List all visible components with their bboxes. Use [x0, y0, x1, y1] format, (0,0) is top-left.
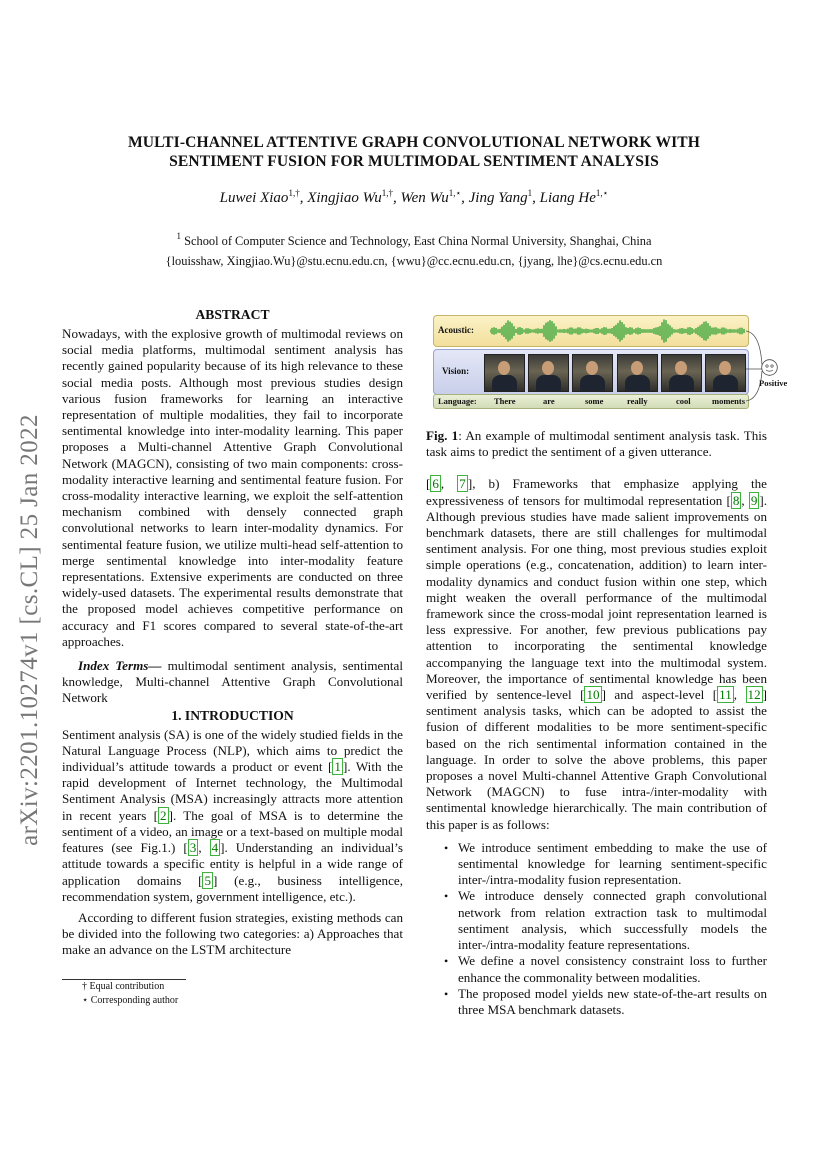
citation-link[interactable]: 12	[747, 687, 761, 703]
video-frame	[661, 354, 702, 392]
figure-caption-label: Fig. 1	[426, 428, 459, 443]
contribution-list	[426, 840, 767, 1018]
author-emails: {louisshaw, Xingjiao.Wu}@stu.ecnu.edu.cn, {wwu}@cc.ecnu.edu.cn, {jyang, lhe}@cs.ecnu.edu.cn	[165, 254, 663, 268]
figure-1	[433, 315, 788, 409]
language-label: Language:	[438, 396, 477, 406]
intro-paragraph-1: Sentiment analysis (SA) is one of the widely studied fields in the Natural Language Process (NLP), which aims to predict the individual’s attitude towards a product or event [ 1 ]. With the rapid development of Internet technology, the Multimodal Sentiment Analysis (MSA) increasingly attracts more attention in recent years [ 2 ]. The goal of MSA is to determine the sentiment of a video, an image or a text-based on multiple modal features (see Fig.1.) [ 3 , 4 ]. Understanding an individual’s attitude towards a specific entity is helpful in a wide range of application domains [ 5 ] (e.g., business intelligence, recommendation system, government intelligence, etc.).	[62, 726, 404, 904]
vision-label: Vision:	[442, 366, 470, 376]
language-word: really	[627, 396, 648, 406]
author-list	[60, 190, 768, 207]
author: Luwei Xiao$^{1,\dagger}$,	[219, 188, 308, 206]
citation-link[interactable]: 6	[432, 476, 439, 492]
footnote-divider	[62, 979, 186, 980]
author: Jing Yang$^1$,	[468, 188, 540, 206]
citation-link[interactable]: 10	[586, 687, 600, 703]
sentiment-output-label: Positive	[759, 378, 788, 388]
acoustic-label: Acoustic:	[438, 325, 474, 335]
language-word: There	[494, 396, 516, 406]
abstract-heading: ABSTRACT	[195, 307, 270, 322]
list-item: • The proposed model yields new state-of-the-art results on three MSA benchmark datasets.	[458, 986, 767, 1018]
list-item: • We introduce densely connected graph convolutional network from relation extraction task to multimodal sentiment analysis, which successfully models the inter-/intra-modality feature representations.	[458, 888, 767, 953]
language-row	[433, 394, 749, 409]
audio-waveform	[490, 318, 746, 344]
paper-title-line-2: SENTIMENT FUSION FOR MULTIMODAL SENTIMENT ANALYSIS	[169, 153, 659, 170]
intro-heading: 1. INTRODUCTION	[171, 707, 294, 723]
left-column	[62, 307, 403, 959]
footnote-corresponding-author: ⋆ Corresponding author	[82, 995, 179, 1006]
index-terms-label: Index Terms—	[78, 658, 162, 674]
citation-link[interactable]: 3	[189, 840, 197, 856]
language-word: moments	[712, 396, 746, 406]
citation-link[interactable]: 1	[334, 759, 341, 775]
intro-paragraph-2: According to different fusion strategies, existing methods can be divided into the following two categories: a) Approaches that make an advance on the LSTM architecture	[62, 909, 403, 958]
list-item: • We introduce sentiment embedding to make the use of sentimental knowledge for learning sentiment-specific inter-/intra-modality fusion representation.	[458, 840, 767, 889]
video-frame	[705, 354, 746, 392]
paper-title-line-1: MULTI-CHANNEL ATTENTIVE GRAPH CONVOLUTIONAL NETWORK WITH	[127, 134, 701, 151]
smiley-icon	[761, 359, 778, 376]
language-word: cool	[676, 396, 691, 406]
arxiv-side-stamp	[10, 370, 50, 890]
citation-link[interactable]: 4	[211, 840, 219, 856]
language-word: are	[543, 396, 555, 406]
right-column	[426, 428, 767, 1018]
citation-link[interactable]: 5	[204, 872, 212, 888]
video-frame	[528, 354, 569, 392]
index-terms: Index Terms— multimodal sentiment analysis, sentimental knowledge, Multi-channel Attentive Graph Convolutional Network	[62, 658, 403, 706]
citation-link[interactable]: 9	[750, 492, 758, 508]
citation-link[interactable]: 7	[459, 476, 466, 492]
figure-caption: Fig. 1: An example of multimodal sentiment analysis task. This task aims to predict the sentiment of a given utterance.	[426, 428, 767, 460]
language-word: some	[585, 396, 604, 406]
citation-link[interactable]: 8	[732, 492, 740, 508]
citation-link[interactable]: 2	[160, 807, 167, 823]
abstract-text: Nowadays, with the explosive growth of multimodal reviews on social media platforms, multimodal sentiment analysis has recently gained popularity because of its high relevance to these social media posts. Although most previous studies design various fusion frameworks for learning an interactive representation of multiple modalities, they fail to incorporate sentimental knowledge into inter-modality learning. This paper proposes a Multi-channel Attentive Graph Convolutional Network (MAGCN), consisting of two main components: cross-modality interactive learning and sentimental feature fusion. For cross-modality interactive learning, we exploit the self-attention mechanism combined with densely connected graph convolutional networks to learn inter-modality dynamics. For sentimental feature fusion, we utilize multi-head self-attention to merge sentimental knowledge into inter-modality feature representations. Extensive experiments are conducted on three widely-used datasets. The experimental results demonstrate that the proposed model achieves competitive performance on accuracy and F1 scores compared to several state-of-the-art approaches.	[62, 326, 403, 649]
footnote-equal-contribution: † Equal contribution	[82, 981, 165, 992]
acoustic-row	[433, 315, 749, 347]
vision-row	[433, 349, 749, 395]
list-item: • We define a novel consistency constraint loss to further enhance the commonality between modalities.	[458, 953, 767, 985]
author: Xingjiao $Wu^{1,\dagger}$,	[307, 188, 401, 206]
affiliation: $^1$ School of Computer Science and Technology, East China Normal University, Shanghai, China	[176, 231, 652, 248]
arxiv-id-text: arXiv:2201.10274v1 [cs.CL] 25 Jan 2022	[16, 414, 44, 846]
author: Wen $Wu^{1,⋆}$,	[400, 188, 469, 206]
citation-link[interactable]: 11	[719, 687, 732, 703]
video-frame	[484, 354, 525, 392]
video-frame	[572, 354, 613, 392]
right-paragraph: [ 6 , 7 ], b) Frameworks that emphasize applying the expressiveness of tensors for multimodal representation [ 8 , 9 ]. Although previous studies have made salient improvements on benchmark datasets, there are still challenges for multimodal sentiment analysis. For one thing, most previous studies exploit simple operations (e.g., concatenation, addition) to learn inter-modality dynamics and conduct fusion within one step, which might weaken the overall performance of the multimodal framework since the cross-modal joint representation learned is less expressive. For another, few previous publications pay attention to incorporating the sentimental knowledge accompanying the language text into the multimodal system. Moreover, the importance of sentimental knowledge has been verified by sentence-level [ 10 ] and aspect-level [ 11 , 12 ] sentiment analysis tasks, which can be adopted to assist the fusion of different modalities to be more sentiment-specific based on the rich sentimental information contained in the language. In order to solve the above problems, this paper proposes a novel Multi-channel Attentive Graph Convolutional Network (MAGCN) to fuse intra-/inter-modality with sentimental knowledge hierarchically. The main contribution of this paper is as follows:	[426, 476, 768, 832]
video-frame	[617, 354, 658, 392]
author: Liang $He^{1,⋆}$	[539, 188, 609, 206]
